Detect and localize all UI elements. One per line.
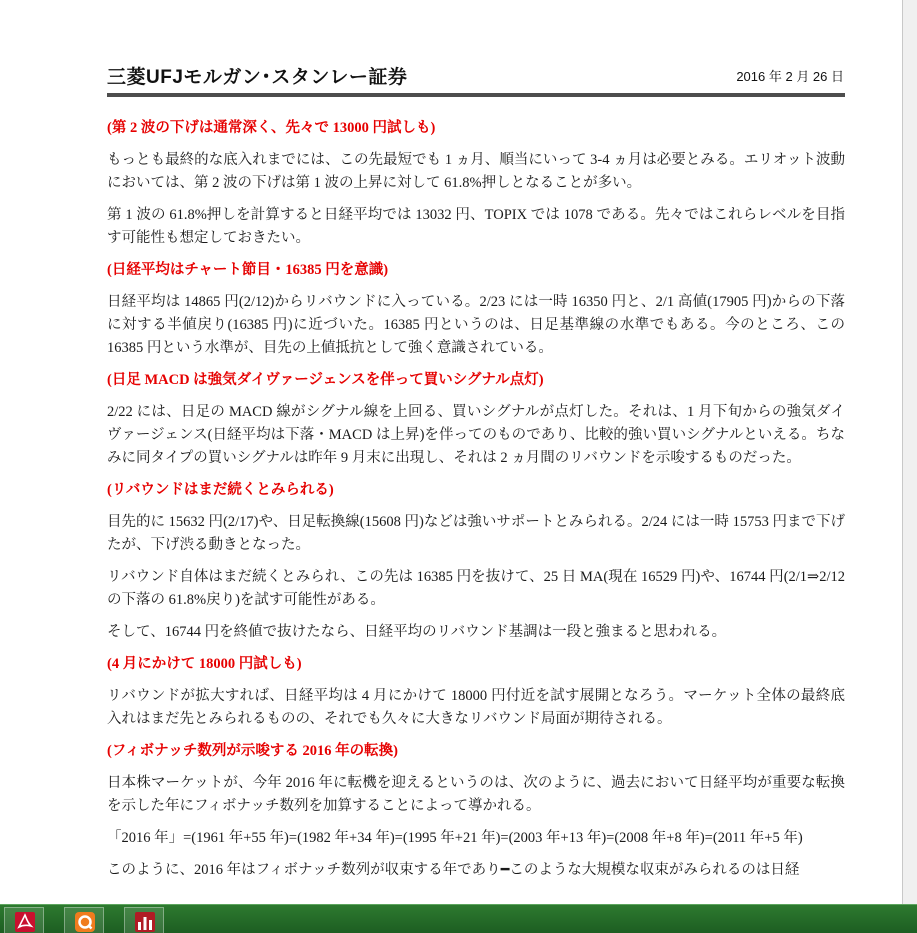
section-heading: (日経平均はチャート節目・16385 円を意識) <box>107 262 389 278</box>
taskbar-button-chart[interactable] <box>124 907 164 933</box>
pdf-reader-icon <box>14 911 36 933</box>
taskbar-button-pdf[interactable] <box>4 907 44 933</box>
document-body <box>107 117 845 891</box>
document-page <box>107 0 847 905</box>
paragraph: 目先的に 15632 円(2/17)や、日足転換線(15608 円)などは強いサポートとみられる。2/24 には一時 15753 円まで下げたが、下げ渋る動きとなった。 <box>107 514 845 553</box>
taskbar-button-search[interactable] <box>64 907 104 933</box>
section-heading: (4 月にかけて 18000 円試しも) <box>107 656 302 672</box>
viewer-scroll-edge[interactable] <box>902 0 917 905</box>
paragraph: このように、2016 年はフィボナッチ数列が収束する年であり━このような大規模な収束がみられるのは日経 <box>107 862 800 878</box>
section <box>107 117 845 250</box>
paragraph: 「2016 年」=(1961 年+55 年)=(1982 年+34 年)=(1995 年+21 年)=(2003 年+13 年)=(2008 年+8 年)=(2011 年+5 年) <box>107 830 803 846</box>
paragraph: そして、16744 円を終値で抜けたなら、日経平均のリバウンド基調は一段と強まると思われる。 <box>107 624 727 640</box>
paragraph: リバウンド自体はまだ続くとみられ、この先は 16385 円を抜けて、25 日 MA(現在 16529 円)や、16744 円(2/1⇒2/12 の下落の 61.8%戻り)を試す可能性がある。 <box>107 569 845 608</box>
section-heading: (日足 MACD は強気ダイヴァージェンスを伴って買いシグナル点灯) <box>107 372 544 388</box>
company-name: 三菱UFJモルガン･スタンレー証券 <box>107 67 408 88</box>
paragraph: リバウンドが拡大すれば、日経平均は 4 月にかけて 18000 円付近を試す展開となろう。マーケット全体の最終底入れはまだ先とみられるものの、それでも久々に大きなリバウンド局面が期待される。 <box>107 688 845 727</box>
taskbar <box>0 904 917 933</box>
section-heading: (フィボナッチ数列が示唆する 2016 年の転換) <box>107 743 398 759</box>
search-app-icon <box>74 911 96 933</box>
document-header <box>107 62 847 88</box>
paragraph: もっとも最終的な底入れまでには、この先最短でも 1 ヵ月、順当にいって 3-4 ヵ月は必要とみる。エリオット波動においては、第 2 波の下げは第 1 波の上昇に対して 61.8%押しとなることが多い。 <box>107 152 845 191</box>
document-date: 2016 年 2 月 26 日 <box>736 69 844 84</box>
paragraph: 日経平均は 14865 円(2/12)からリバウンドに入っている。2/23 には一時 16350 円と、2/1 高値(17905 円)からの下落に対する半値戻り(16385 円)に近づいた。16385 円というのは、日足基準線の水準でもある。今のところ、この 16385 円という水準が、目先の上値抵抗として強く意識されている。 <box>107 294 845 356</box>
section-heading: (第 2 波の下げは通常深く、先々で 13000 円試しも) <box>107 120 436 136</box>
section <box>107 259 845 360</box>
section <box>107 740 845 882</box>
section <box>107 653 845 731</box>
paragraph: 2/22 には、日足の MACD 線がシグナル線を上回る、買いシグナルが点灯した。それは、1 月下旬からの強気ダイヴァージェンス(日経平均は下落・MACD は上昇)を伴ってのものであり、比較的強い買いシグナルといえる。ちなみに同タイプの買いシグナルは昨年 9 月末に出現し、それは 2 ヵ月間のリバウンドを示唆するものだった。 <box>107 404 845 466</box>
chart-app-icon <box>134 911 156 933</box>
paragraph: 第 1 波の 61.8%押しを計算すると日経平均では 13032 円、TOPIX では 1078 である。先々ではこれらレベルを目指す可能性も想定しておきたい。 <box>107 207 845 246</box>
paragraph: 日本株マーケットが、今年 2016 年に転機を迎えるというのは、次のように、過去において日経平均が重要な転換を示した年にフィボナッチ数列を加算することによって導かれる。 <box>107 775 845 814</box>
header-rule <box>107 93 845 97</box>
section-heading: (リバウンドはまだ続くとみられる) <box>107 482 334 498</box>
section <box>107 369 845 470</box>
section <box>107 479 845 644</box>
